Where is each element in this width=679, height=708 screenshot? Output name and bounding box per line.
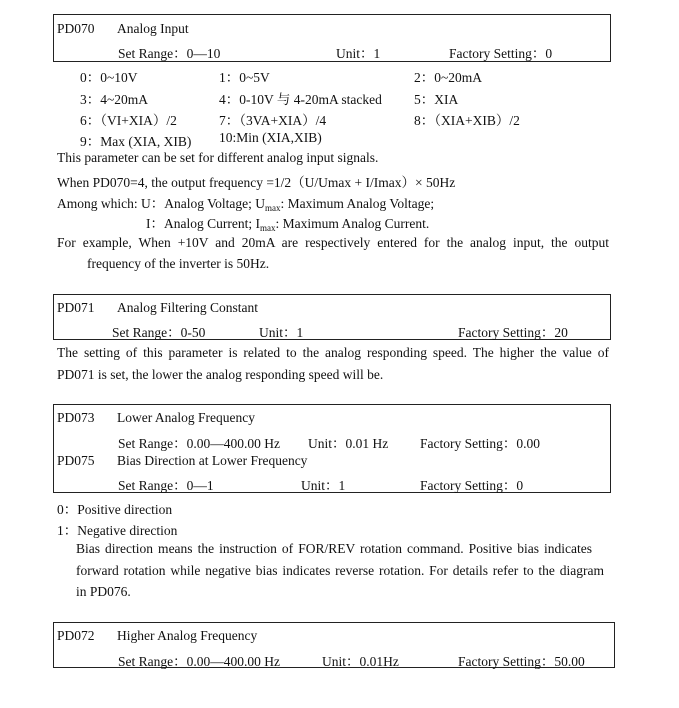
pd071-description-line-2: PD071 is set, the lower the analog responding speed will be. [57, 367, 384, 382]
pd071-description-line-1: The setting of this parameter is related to the analog responding speed. The higher the value of [57, 345, 609, 360]
pd075-name: Bias Direction at Lower Frequency [117, 453, 308, 468]
pd070-option-2: 2：0~20mA [414, 70, 483, 85]
pd073-factory-setting: Factory Setting：0.00 [420, 436, 540, 451]
pd070-option-4: 4：0-10V 与 4-20mA stacked [219, 92, 382, 107]
pd072-code: PD072 [57, 628, 95, 643]
pd075-unit: Unit：1 [301, 478, 346, 493]
pd070-option-0: 0：0~10V [80, 70, 138, 85]
pd070-factory-setting: Factory Setting：0 [449, 46, 553, 61]
i-suffix: : Maximum Analog Current. [275, 216, 430, 231]
i-prefix: I：Analog Current; I [146, 216, 260, 231]
pd070-option-6: 6：（VI+XIA）/2 [80, 113, 177, 128]
pd071-name: Analog Filtering Constant [117, 300, 258, 315]
pd072-factory-setting: Factory Setting：50.00 [458, 654, 585, 669]
pd070-description: This parameter can be set for different analog input signals. [57, 150, 379, 165]
pd070-unit: Unit：1 [336, 46, 381, 61]
pd075-option-0: 0：Positive direction [57, 502, 173, 517]
pd070-option-1: 1：0~5V [219, 70, 270, 85]
pd070-option-7: 7：（3VA+XIA）/4 [219, 113, 327, 128]
pd072-name: Higher Analog Frequency [117, 628, 258, 643]
pd070-option-5: 5：XIA [414, 92, 459, 107]
pd070-current-definition [146, 212, 429, 232]
pd070-name: Analog Input [117, 21, 189, 36]
pd070-example-line-2: frequency of the inverter is 50Hz. [87, 256, 270, 271]
pd073-code: PD073 [57, 410, 95, 425]
pd071-set-range: Set Range：0-50 [112, 325, 206, 340]
pd073-set-range: Set Range：0.00—400.00 Hz [118, 436, 280, 451]
pd073-unit: Unit：0.01 Hz [308, 436, 389, 451]
among-subscript: max [264, 203, 281, 213]
pd072-unit: Unit：0.01Hz [322, 654, 399, 669]
i-subscript: max [259, 223, 276, 233]
pd070-option-9: 9：Max (XIA, XIB) [80, 134, 192, 149]
pd070-set-range: Set Range：0—10 [118, 46, 221, 61]
pd070-option-10: 10:Min (XIA,XIB) [219, 130, 322, 145]
pd070-option-3: 3：4~20mA [80, 92, 149, 107]
pd072-set-range: Set Range：0.00—400.00 Hz [118, 654, 280, 669]
among-prefix: Among which: U：Analog Voltage; U [57, 196, 265, 211]
pd075-description-line-2: forward rotation while negative bias indicates reverse rotation. For details refer to the diagram [76, 563, 604, 578]
pd070-example-line-1: For example, When +10V and 20mA are respectively entered for the analog input, the output [57, 235, 609, 250]
pd071-unit: Unit：1 [259, 325, 304, 340]
pd075-code: PD075 [57, 453, 95, 468]
pd075-description-line-1: Bias direction means the instruction of FOR/REV rotation command. Positive bias indicates [76, 541, 592, 556]
among-suffix: : Maximum Analog Voltage; [280, 196, 435, 211]
pd073-name: Lower Analog Frequency [117, 410, 255, 425]
pd070-code: PD070 [57, 21, 95, 36]
pd075-option-1: 1：Negative direction [57, 523, 178, 538]
pd075-set-range: Set Range：0—1 [118, 478, 214, 493]
pd071-factory-setting: Factory Setting：20 [458, 325, 568, 340]
pd071-code: PD071 [57, 300, 95, 315]
pd070-voltage-definition [57, 192, 434, 212]
pd075-factory-setting: Factory Setting：0 [420, 478, 524, 493]
pd075-description-line-3: in PD076. [76, 584, 131, 599]
pd070-formula: When PD070=4, the output frequency =1/2（U/Umax + I/Imax）× 50Hz [57, 175, 456, 190]
pd070-option-8: 8：（XIA+XIB）/2 [414, 113, 520, 128]
